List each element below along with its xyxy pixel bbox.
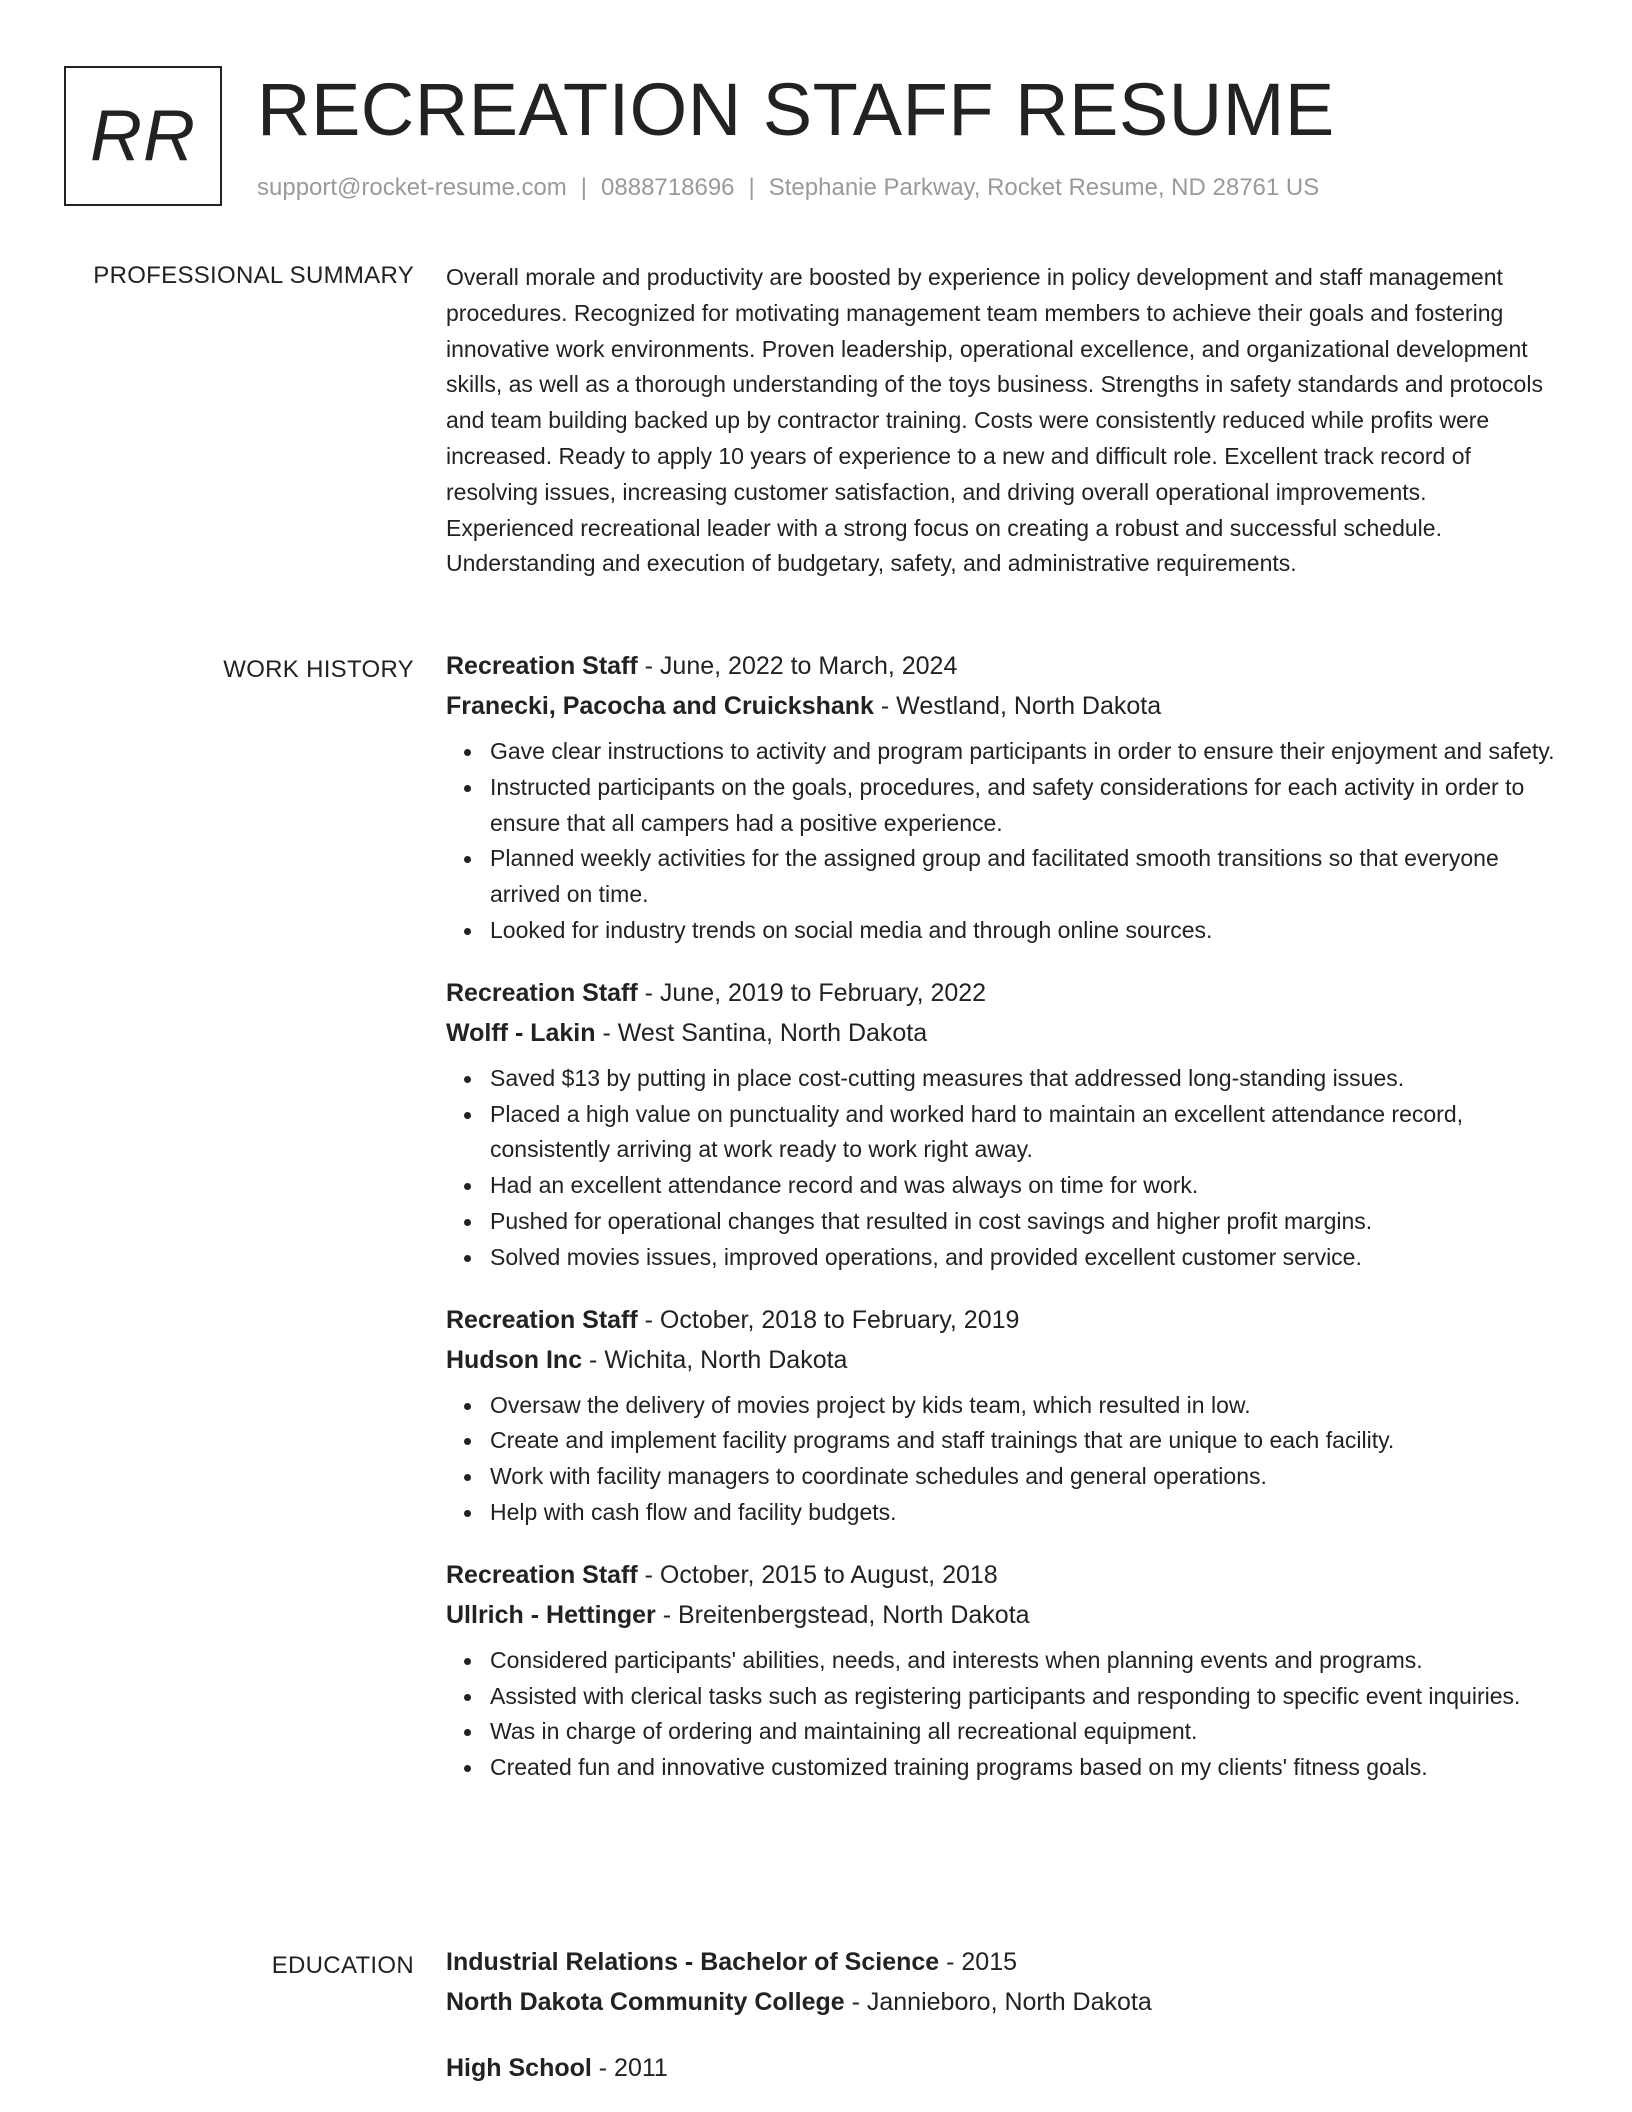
job-bullet: Create and implement facility programs and staff trainings that are unique to each facility. [490,1423,1556,1459]
job-bullet: Gave clear instructions to activity and program participants in order to ensure their enjoyment and safety. [490,734,1556,770]
job-title-line [446,646,1556,686]
education-body [446,1942,1556,2108]
job-location: - Wichita, North Dakota [582,1345,848,1374]
job-company-line [446,1595,1556,1635]
education-degree-line [446,1942,1556,1982]
job-company-line [446,1340,1556,1380]
job-bullet: Oversaw the delivery of movies project by kids team, which resulted in low. [490,1388,1556,1424]
job-company: Hudson Inc [446,1345,583,1374]
job-dates: - October, 2018 to February, 2019 [637,1305,1020,1334]
job-title: Recreation Staff [446,1305,638,1334]
contact-phone[interactable]: 0888718696 [601,174,735,201]
summary-body [446,262,1556,582]
job-dates: - June, 2022 to March, 2024 [637,652,958,680]
education-degree-line [446,2048,1556,2088]
education-degree: High School [446,2054,592,2082]
summary-text: Overall morale and productivity are boosted by experience in policy development and staff management procedures. Recognized for motivating management team members to achieve their goals and fostering innovative work environments. Proven leadership, operational excellence, and organizational development skills, as well as a thorough understanding of the toys business. Strengths in safety standards and protocols and team building backed up by contractor training. Costs were consistently reduced while profits were increased. Ready to apply 10 years of experience to a new and difficult role. Excellent track record of resolving issues, increasing customer satisfaction, and driving overall operational improvements. Experienced recreational leader with a strong focus on creating a robust and successful schedule. Understanding and execution of budgetary, safety, and administrative requirements. [446,264,1543,577]
job-bullets [446,1061,1556,1276]
job-entry [446,1555,1556,1786]
contact-separator: | [748,174,755,201]
job-title: Recreation Staff [446,652,638,680]
education-entry [446,2048,1556,2088]
job-entry [446,646,1556,949]
job-company: Ullrich - Hettinger [446,1600,656,1629]
job-title-line [446,1300,1556,1340]
job-title-line [446,1555,1556,1595]
education-school: North Dakota Community College [446,1988,845,2016]
job-bullet: Was in charge of ordering and maintaining all recreational equipment. [490,1714,1556,1750]
education-degree: Industrial Relations - Bachelor of Science [446,1948,940,1976]
job-company-line [446,1013,1556,1053]
job-bullet: Assisted with clerical tasks such as registering participants and responding to specific event inquiries. [490,1679,1556,1715]
contact-address: Stephanie Parkway, Rocket Resume, ND 28761 US [768,174,1320,201]
education-year: - 2015 [939,1948,1018,1976]
job-bullet: Looked for industry trends on social media and through online sources. [490,913,1556,949]
job-bullet: Placed a high value on punctuality and worked hard to maintain an excellent attendance record, consistently arriving at work ready to work right away. [490,1097,1556,1169]
job-location: - Breitenbergstead, North Dakota [655,1600,1030,1629]
monogram-logo: RR [64,66,222,206]
job-title-line [446,973,1556,1013]
section-label-work-history: WORK HISTORY [223,656,414,683]
job-bullet: Created fun and innovative customized training programs based on my clients' fitness goals. [490,1750,1556,1786]
education-location: - Jannieboro, North Dakota [844,1988,1152,2016]
section-label-summary: PROFESSIONAL SUMMARY [93,262,414,289]
job-bullet: Help with cash flow and facility budgets. [490,1495,1556,1531]
job-entry [446,1300,1556,1531]
job-company: Franecki, Pacocha and Cruickshank [446,692,874,720]
job-bullets [446,734,1556,949]
job-company-line [446,686,1556,726]
job-bullet: Solved movies issues, improved operations, and provided excellent customer service. [490,1240,1556,1276]
job-location: - Westland, North Dakota [873,692,1162,720]
job-bullet: Instructed participants on the goals, procedures, and safety considerations for each activity in order to ensure that all campers had a positive experience. [490,770,1556,842]
job-bullet: Pushed for operational changes that resulted in cost savings and higher profit margins. [490,1204,1556,1240]
job-title: Recreation Staff [446,978,638,1007]
job-bullet: Had an excellent attendance record and was always on time for work. [490,1168,1556,1204]
resume-header [64,66,1564,216]
education-school-line [446,1982,1556,2022]
job-dates: - October, 2015 to August, 2018 [637,1560,998,1589]
education-year: - 2011 [591,2054,668,2082]
work-history-body [446,646,1556,1806]
resume-title: RECREATION STAFF RESUME [257,68,1335,151]
job-bullet: Planned weekly activities for the assigned group and facilitated smooth transitions so that everyone arrived on time. [490,841,1556,913]
job-bullet: Work with facility managers to coordinate schedules and general operations. [490,1459,1556,1495]
job-location: - West Santina, North Dakota [595,1018,928,1047]
contact-line [257,174,1319,202]
job-title: Recreation Staff [446,1560,638,1589]
job-bullets [446,1388,1556,1531]
job-company: Wolff - Lakin [446,1018,596,1047]
job-entry [446,973,1556,1276]
job-bullet: Considered participants' abilities, needs, and interests when planning events and programs. [490,1643,1556,1679]
education-entry [446,1942,1556,2022]
contact-email[interactable]: support@rocket-resume.com [257,174,567,201]
contact-separator: | [580,174,588,201]
job-bullet: Saved $13 by putting in place cost-cutting measures that addressed long-standing issues. [490,1061,1556,1097]
section-label-education: EDUCATION [271,1952,414,1979]
job-dates: - June, 2019 to February, 2022 [637,978,987,1007]
job-bullets [446,1643,1556,1786]
